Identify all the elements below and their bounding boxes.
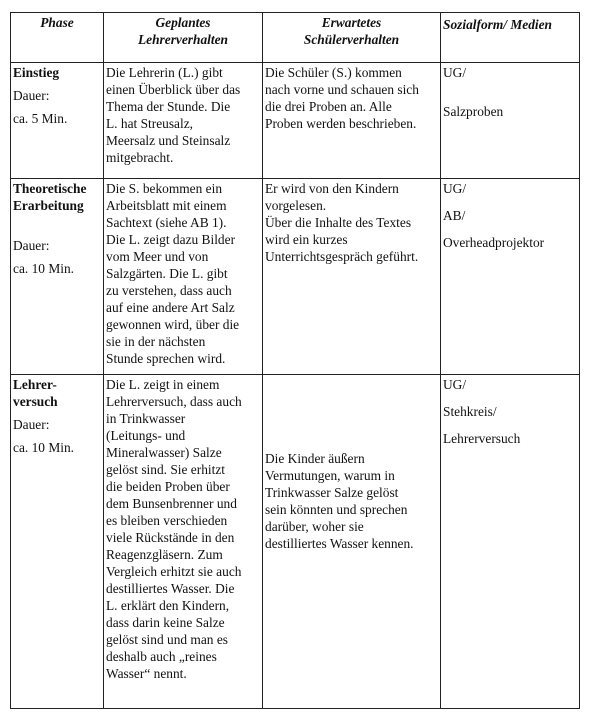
duration-label: Dauer: <box>13 238 50 253</box>
student-line: die drei Proben an. Alle <box>265 99 392 114</box>
phase-cell <box>11 63 104 179</box>
phase-cell <box>11 179 104 375</box>
teacher-line: Lehrerversuch, dass auch <box>106 394 242 409</box>
teacher-line: dass darin keine Salze <box>106 615 225 630</box>
student-line: destilliertes Wasser kennen. <box>265 536 414 551</box>
teacher-line: Die L. zeigt in einem <box>106 377 220 392</box>
teacher-line: destilliertes Wasser. Die <box>106 581 235 596</box>
student-line: nach vorne und schauen sich <box>265 82 419 97</box>
student-line: Die Schüler (S.) kommen <box>265 65 402 80</box>
teacher-line: Salzgärten. Die L. gibt <box>106 266 228 281</box>
teacher-line: L. erklärt den Kindern, <box>106 598 230 613</box>
teacher-line: vom Meer und von <box>106 249 209 264</box>
duration-value: ca. 5 Min. <box>13 111 68 126</box>
teacher-line: gelöst sind und man es <box>106 632 228 647</box>
student-line: vorgelesen. <box>265 198 327 213</box>
student-line: Die Kinder äußern <box>265 451 365 466</box>
table-row <box>11 179 580 375</box>
phase-title: Theoretische <box>13 181 87 196</box>
teacher-line: Wasser“ nennt. <box>106 666 187 681</box>
media-line: Stehkreis/ <box>443 404 497 419</box>
student-line: Über die Inhalte des Textes <box>265 215 412 230</box>
student-line: Proben werden beschrieben. <box>265 116 417 131</box>
teacher-line: Meersalz und Steinsalz <box>106 133 231 148</box>
lesson-plan-table <box>10 12 580 709</box>
student-cell <box>263 375 441 709</box>
header-phase-line: Phase <box>40 15 74 30</box>
student-text-block <box>265 450 414 552</box>
phase-cell <box>11 375 104 709</box>
media-cell <box>441 63 580 179</box>
media-line: UG/ <box>443 65 467 80</box>
header-media-line: Sozialform/ Medien <box>443 17 552 32</box>
teacher-line: einen Überblick über das <box>106 82 241 97</box>
media-line: Salzproben <box>443 104 504 119</box>
teacher-line: Vergleich erhitzt sie auch <box>106 564 242 579</box>
student-line: Unterrichtsgespräch geführt. <box>265 249 419 264</box>
phase-title: Lehrer- <box>13 377 57 392</box>
phase-title: Erarbeitung <box>13 198 84 213</box>
media-line: Overheadprojektor <box>443 235 545 250</box>
table-header-row <box>11 13 580 63</box>
header-media <box>441 13 580 63</box>
media-line: Lehrerversuch <box>443 431 521 446</box>
teacher-line: Thema der Stunde. Die <box>106 99 231 114</box>
teacher-line: Die S. bekommen ein <box>106 181 223 196</box>
student-cell <box>263 179 441 375</box>
student-line: Trinkwasser Salze gelöst <box>265 485 399 500</box>
teacher-line: Mineralwasser) Salze <box>106 445 222 460</box>
teacher-line: auf eine andere Art Salz <box>106 300 235 315</box>
teacher-line: deshalb auch „reines <box>106 649 217 664</box>
teacher-line: zu verstehen, dass auch <box>106 283 232 298</box>
duration-label: Dauer: <box>13 417 50 432</box>
teacher-line: Sachtext (siehe AB 1). <box>106 215 227 230</box>
media-line: UG/ <box>443 377 467 392</box>
teacher-line: Stunde sprechen wird. <box>106 351 226 366</box>
media-line: UG/ <box>443 181 467 196</box>
student-cell <box>263 63 441 179</box>
header-phase <box>11 13 104 63</box>
table-row <box>11 63 580 179</box>
teacher-line: gewonnen wird, über die <box>106 317 240 332</box>
teacher-cell <box>104 375 263 709</box>
teacher-line: Arbeitsblatt mit einem <box>106 198 227 213</box>
media-cell <box>441 179 580 375</box>
student-line: sein könnten und sprechen <box>265 502 408 517</box>
table-row <box>11 375 580 709</box>
header-teacher-line: Lehrerverhalten <box>137 32 228 47</box>
student-line: darüber, woher sie <box>265 519 364 534</box>
teacher-line: in Trinkwasser <box>106 411 186 426</box>
header-student-line: Schülerverhalten <box>303 32 400 47</box>
teacher-line: mitgebracht. <box>106 150 174 165</box>
media-cell <box>441 375 580 709</box>
teacher-line: Die Lehrerin (L.) gibt <box>106 65 223 80</box>
duration-value: ca. 10 Min. <box>13 261 74 276</box>
teacher-line: viele Rückstände in den <box>106 530 235 545</box>
teacher-cell <box>104 179 263 375</box>
teacher-line: Reagenzgläsern. Zum <box>106 547 223 562</box>
teacher-line: sie in der nächsten <box>106 334 206 349</box>
teacher-line: Die L. zeigt dazu Bilder <box>106 232 236 247</box>
teacher-line: gelöst sind. Sie erhitzt <box>106 462 226 477</box>
teacher-line: dem Bunsenbrenner und <box>106 496 237 511</box>
student-line: wird ein kurzes <box>265 232 348 247</box>
teacher-line: L. hat Streusalz, <box>106 116 194 131</box>
student-line: Er wird von den Kindern <box>265 181 399 196</box>
teacher-cell <box>104 63 263 179</box>
teacher-line: es bleiben verschieden <box>106 513 228 528</box>
phase-title: versuch <box>13 394 58 409</box>
teacher-line: die beiden Proben über <box>106 479 230 494</box>
header-teacher <box>104 13 263 63</box>
teacher-line: (Leitungs- und <box>106 428 186 443</box>
duration-label: Dauer: <box>13 88 50 103</box>
phase-title: Einstieg <box>13 65 60 80</box>
header-teacher-line: Geplantes <box>155 15 211 30</box>
header-student <box>263 13 441 63</box>
media-line: AB/ <box>443 208 466 223</box>
header-student-line: Erwartetes <box>321 15 382 30</box>
student-line: Vermutungen, warum in <box>265 468 395 483</box>
duration-value: ca. 10 Min. <box>13 440 74 455</box>
